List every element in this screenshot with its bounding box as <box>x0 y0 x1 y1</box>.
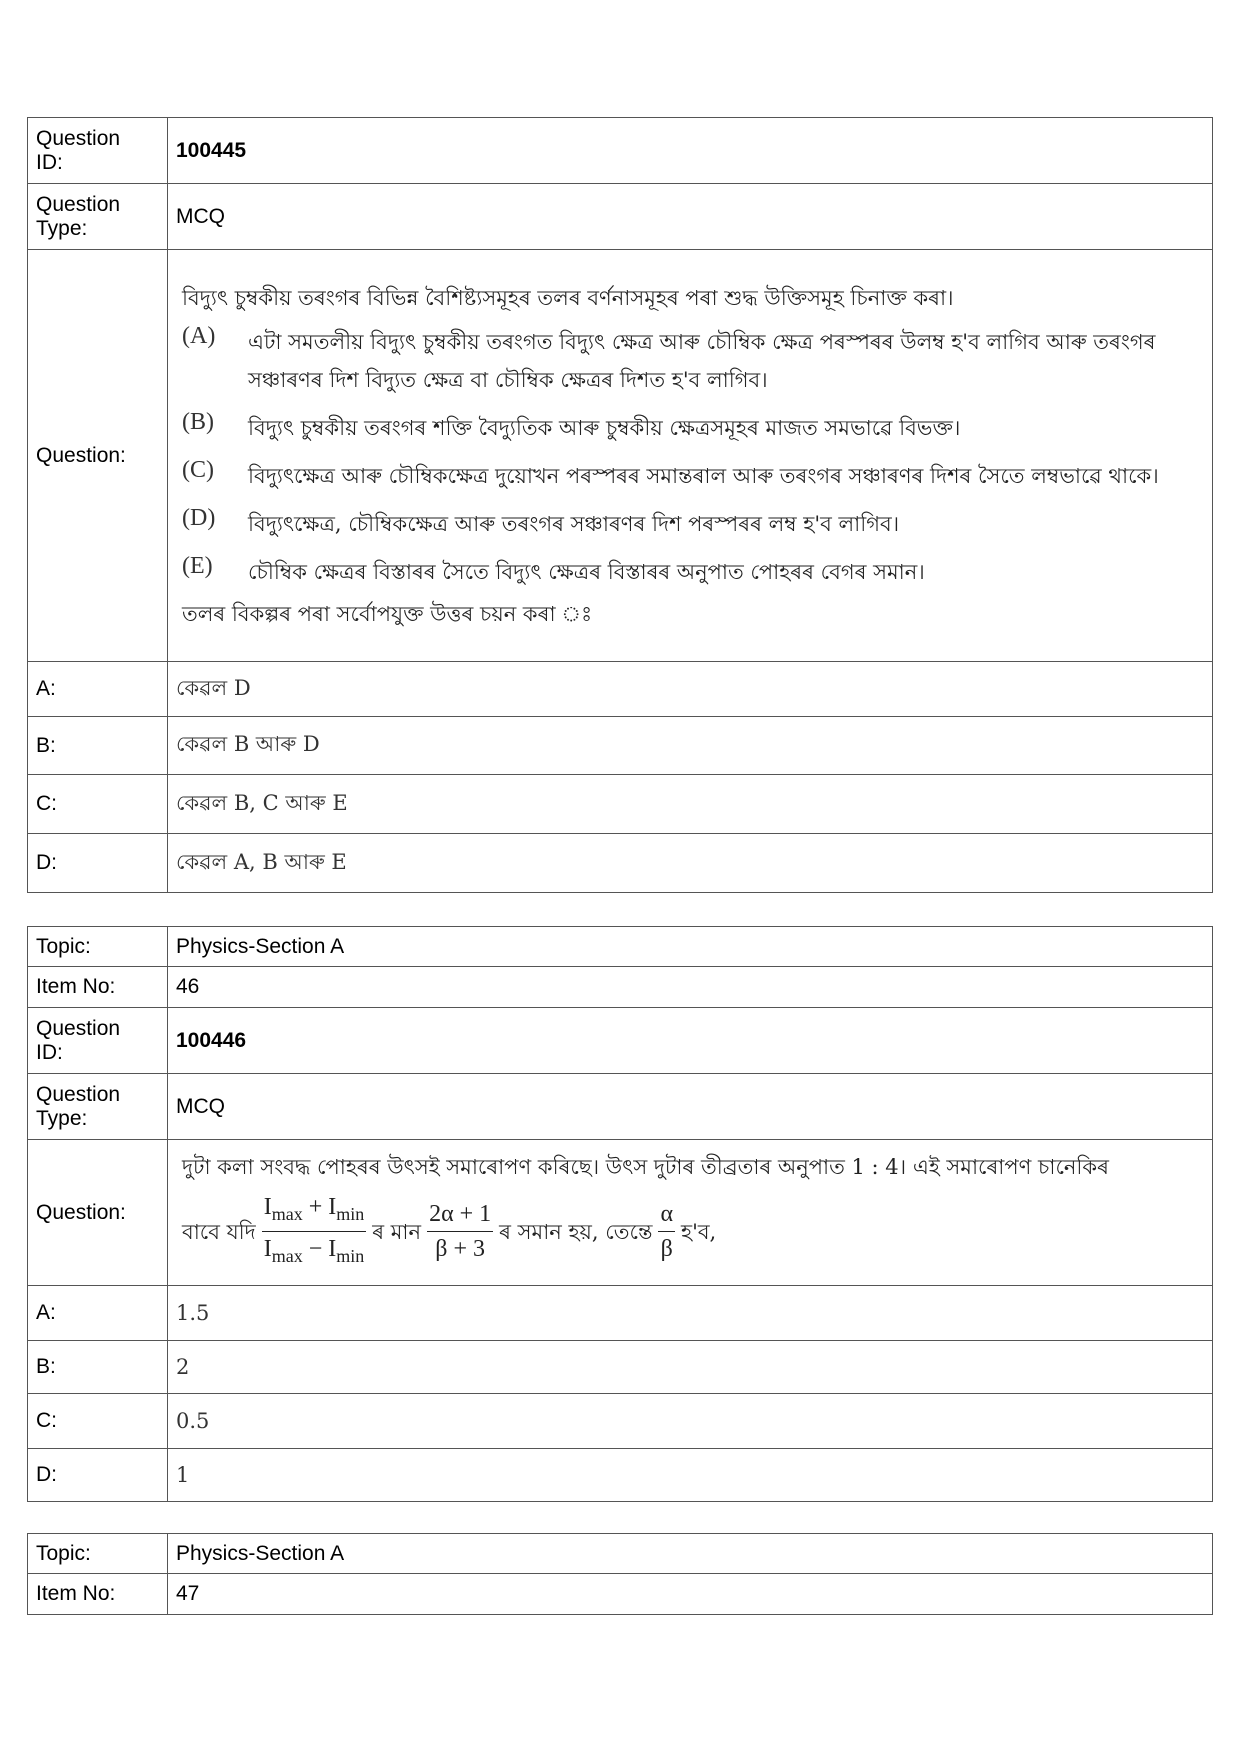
statement-a <box>182 323 1202 399</box>
topic-value: Physics-Section A <box>168 1534 1213 1574</box>
symbol: I <box>263 1194 272 1221</box>
item-no-value: 46 <box>168 967 1213 1008</box>
item-no-label: Item No: <box>28 967 168 1008</box>
statement-b <box>182 409 1202 447</box>
option-c-value: কেৱল B, C আৰু E <box>168 775 1213 834</box>
statement-tag: (E) <box>182 552 213 579</box>
fraction-denominator: β <box>660 1236 673 1262</box>
statement-tag: (D) <box>182 504 216 531</box>
subscript: min <box>336 1204 365 1224</box>
option-a-label: A: <box>28 1286 168 1341</box>
question-text: হ'ব, <box>681 1219 717 1244</box>
question-label: Question: <box>28 1140 168 1286</box>
question-intro: বিদ্যুৎ চুম্বকীয় তৰংগৰ বিভিন্ন বৈশিষ্ট্যসমূহৰ তলৰ বৰ্ণনাসমূহৰ পৰা শুদ্ধ উক্তিসমূহ চিনাক্ত কৰা। <box>182 285 954 310</box>
statement-tag: (B) <box>182 408 214 435</box>
question-text: ৰ মান <box>372 1219 422 1244</box>
topic-label: Topic: <box>28 927 168 967</box>
subscript: max <box>271 1245 303 1266</box>
question-line-2 <box>182 1192 1202 1271</box>
fraction-numerator <box>262 1192 367 1232</box>
alpha-beta-fraction <box>427 1199 493 1264</box>
statement-text: এটা সমতলীয় বিদ্যুৎ চুম্বকীয় তৰংগত বিদ্যুৎ ক্ষেত্ৰ আৰু চৌম্বিক ক্ষেত্ৰ পৰস্পৰৰ উলম্ব হ'ব লাগিব আৰু তৰংগৰ সঞ্চাৰণৰ দিশ বিদ্যুত ক্ষেত্ৰ বা চৌম্বিক ক্ষেত্ৰৰ দিশত হ'ব লাগিব। <box>248 329 1156 392</box>
statement-tag: (C) <box>182 456 214 483</box>
option-b-value: 2 <box>168 1341 1213 1394</box>
question-type-label: Question Type: <box>28 184 168 250</box>
symbol: − I <box>302 1236 337 1262</box>
question-type-label: Question Type: <box>28 1074 168 1140</box>
fraction-denominator <box>262 1232 367 1271</box>
ratio-fraction <box>658 1199 675 1264</box>
statement-d <box>182 505 1202 543</box>
question-type-value: MCQ <box>168 184 1213 250</box>
question-text: বাবে যদি <box>182 1219 256 1244</box>
question-id-value: 100445 <box>168 118 1213 184</box>
option-c-label: C: <box>28 1394 168 1449</box>
option-c-label: C: <box>28 775 168 834</box>
item-no-label: Item No: <box>28 1574 168 1615</box>
question-text: ৰ সমান হয়, তেন্তে <box>499 1219 653 1244</box>
topic-value: Physics-Section A <box>168 927 1213 967</box>
fraction-denominator: β + 3 <box>435 1236 485 1262</box>
option-d-value: কেৱল A, B আৰু E <box>168 834 1213 893</box>
option-c-value: 0.5 <box>168 1394 1213 1449</box>
question-closing: তলৰ বিকল্পৰ পৰা সৰ্বোপযুক্ত উত্তৰ চয়ন কৰা ঃ <box>182 601 593 626</box>
option-b-value: কেৱল B আৰু D <box>168 717 1213 775</box>
question-label: Question: <box>28 250 168 662</box>
statement-c <box>182 457 1202 495</box>
option-d-value: 1 <box>168 1449 1213 1502</box>
option-a-value: কেৱল D <box>168 662 1213 717</box>
question-id-label: Question ID: <box>28 118 168 184</box>
statement-text: বিদ্যুৎক্ষেত্ৰ আৰু চৌম্বিকক্ষেত্ৰ দুয়োখন পৰস্পৰৰ সমান্তৰাল আৰু তৰংগৰ সঞ্চাৰণৰ দিশৰ সৈতে লম্বভাৱে থাকে। <box>248 463 1159 488</box>
question-body <box>168 1140 1213 1286</box>
topic-label: Topic: <box>28 1534 168 1574</box>
question-id-label: Question ID: <box>28 1008 168 1074</box>
item-no-value: 47 <box>168 1574 1213 1615</box>
question-table-item-47 <box>27 1533 1213 1615</box>
option-a-value: 1.5 <box>168 1286 1213 1341</box>
intensity-fraction <box>262 1192 367 1271</box>
question-body <box>168 250 1213 662</box>
option-b-label: B: <box>28 717 168 775</box>
statement-tag: (A) <box>182 322 216 349</box>
question-type-value: MCQ <box>168 1074 1213 1140</box>
fraction-numerator: 2α + 1 <box>427 1199 493 1232</box>
question-table-100445 <box>27 117 1213 893</box>
option-a-label: A: <box>28 662 168 717</box>
subscript: min <box>336 1245 365 1266</box>
option-b-label: B: <box>28 1341 168 1394</box>
statement-text: চৌম্বিক ক্ষেত্ৰৰ বিস্তাৰৰ সৈতে বিদ্যুৎ ক্ষেত্ৰৰ বিস্তাৰৰ অনুপাত পোহৰৰ বেগৰ সমান। <box>248 559 925 584</box>
fraction-numerator: α <box>658 1199 675 1232</box>
question-id-value: 100446 <box>168 1008 1213 1074</box>
statement-text: বিদ্যুৎ চুম্বকীয় তৰংগৰ শক্তি বৈদ্যুতিক আৰু চুম্বকীয় ক্ষেত্ৰসমূহৰ মাজত সমভাৱে বিভক্ত। <box>248 415 961 440</box>
option-d-label: D: <box>28 834 168 893</box>
option-d-label: D: <box>28 1449 168 1502</box>
question-line-1: দুটা কলা সংবদ্ধ পোহৰৰ উৎসই সমাৰোপণ কৰিছে। উৎস দুটাৰ তীব্ৰতাৰ অনুপাত 1 : 4। এই সমাৰোপণ চানেকিৰ <box>182 1155 1109 1180</box>
question-table-100446 <box>27 926 1213 1502</box>
statement-text: বিদ্যুৎক্ষেত্ৰ, চৌম্বিকক্ষেত্ৰ আৰু তৰংগৰ সঞ্চাৰণৰ দিশ পৰস্পৰৰ লম্ব হ'ব লাগিব। <box>248 511 900 536</box>
statement-e <box>182 553 1202 591</box>
symbol: I <box>263 1236 272 1262</box>
symbol: + I <box>302 1194 337 1221</box>
subscript: max <box>271 1204 303 1224</box>
